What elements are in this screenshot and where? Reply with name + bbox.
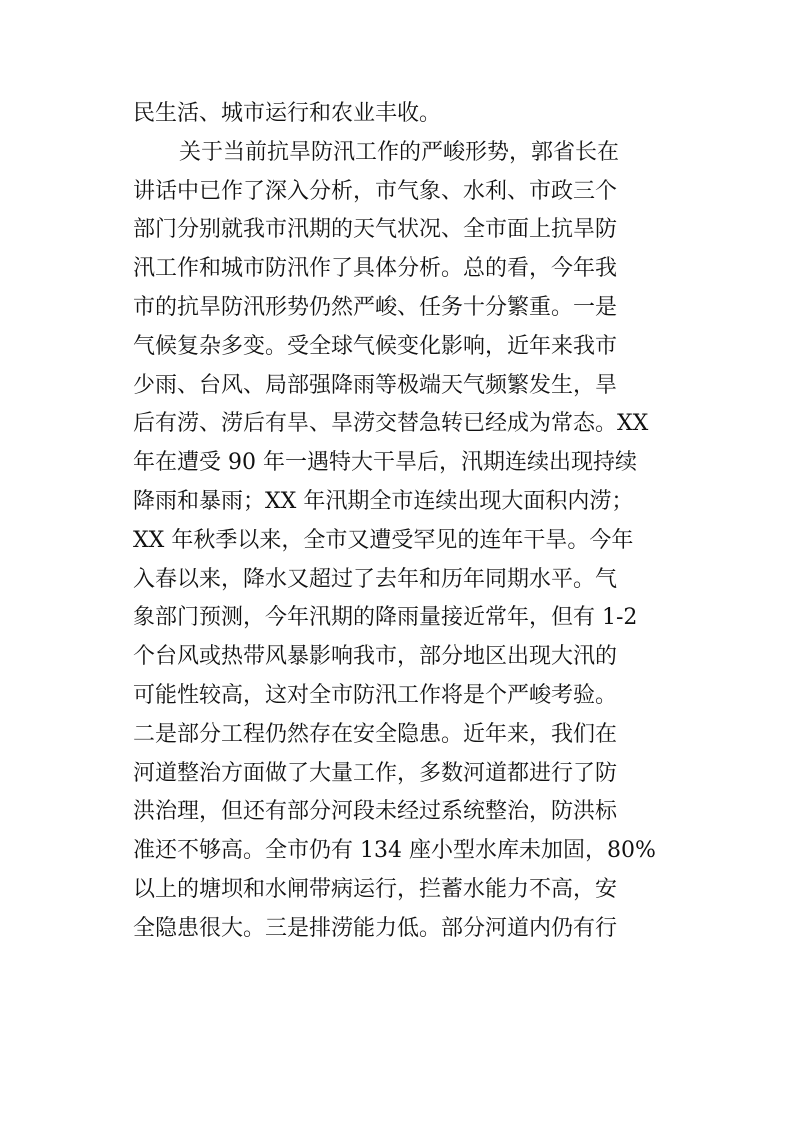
text-line: 以上的塘坝和水闸带病运行，拦蓄水能力不高，安 <box>133 876 618 902</box>
text-line: 少雨、台风、局部强降雨等极端天气频繁发生，旱 <box>133 372 618 398</box>
text-line: 气候复杂多变。受全球气候变化影响，近年来我市 <box>133 333 618 359</box>
paragraph-start-line: 关于当前抗旱防汛工作的严峻形势，郭省长在 <box>179 139 620 165</box>
text-line: 二是部分工程仍然存在安全隐患。近年来，我们在 <box>133 721 618 747</box>
text-line: 洪治理，但还有部分河段未经过系统整治，防洪标 <box>133 799 618 825</box>
text-line: 年在遭受 90 年一遇特大干旱后，汛期连续出现持续 <box>133 450 637 476</box>
text-line: 全隐患很大。三是排涝能力低。部分河道内仍有行 <box>133 915 618 941</box>
text-line: 后有涝、涝后有旱、旱涝交替急转已经成为常态。XX <box>133 411 649 437</box>
text-line: 部门分别就我市汛期的天气状况、全市面上抗旱防 <box>133 217 618 243</box>
text-line: 入春以来，降水又超过了去年和历年同期水平。气 <box>133 566 618 592</box>
text-line: 象部门预测，今年汛期的降雨量接近常年，但有 1-2 <box>133 605 638 631</box>
body-text <box>133 95 673 949</box>
text-line: 河道整治方面做了大量工作，多数河道都进行了防 <box>133 760 618 786</box>
text-line: 可能性较高，这对全市防汛工作将是个严峻考验。 <box>133 682 618 708</box>
text-line: 讲话中已作了深入分析，市气象、水利、市政三个 <box>133 178 618 204</box>
text-line: 汛工作和城市防汛作了具体分析。总的看，今年我 <box>133 256 618 282</box>
text-line: XX 年秋季以来，全市又遭受罕见的连年干旱。今年 <box>133 527 634 553</box>
text-line: 降雨和暴雨；XX 年汛期全市连续出现大面积内涝； <box>133 488 634 514</box>
text-line: 市的抗旱防汛形势仍然严峻、任务十分繁重。一是 <box>133 294 618 320</box>
text-line: 准还不够高。全市仍有 134 座小型水库未加固，80% <box>133 838 656 864</box>
text-line: 民生活、城市运行和农业丰收。 <box>133 101 442 126</box>
text-line: 个台风或热带风暴影响我市，部分地区出现大汛的 <box>133 644 618 670</box>
